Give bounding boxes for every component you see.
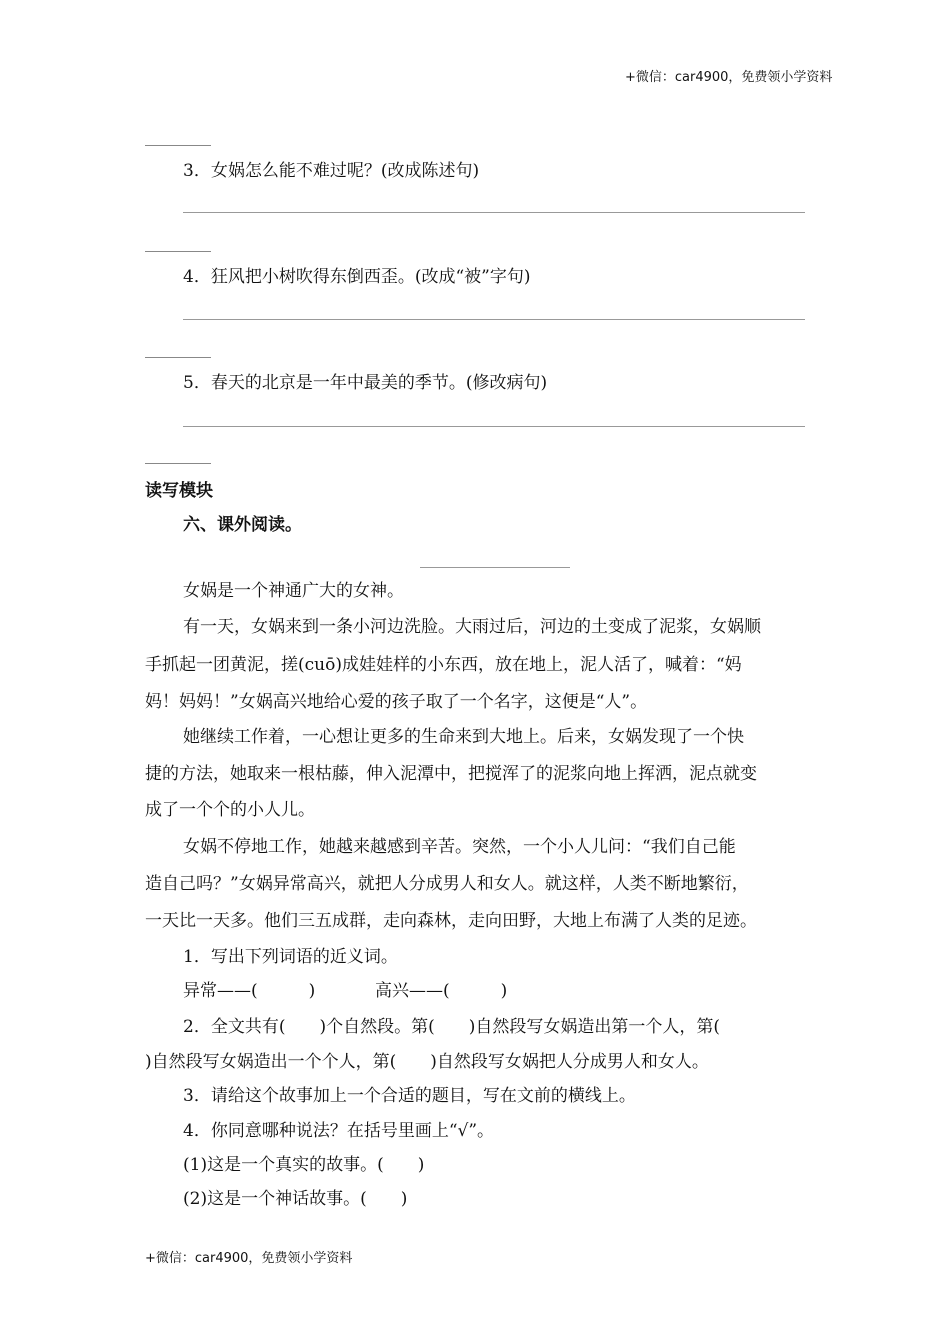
synonym-blank-2: 高兴——( ): [375, 981, 508, 1001]
part-title: 六、课外阅读。: [183, 515, 302, 535]
answer-line: [183, 426, 805, 427]
passage-paragraph-2-line: 有一天，女娲来到一条小河边洗脸。大雨过后，河边的土变成了泥浆，女娲顺: [183, 617, 761, 637]
passage-paragraph-4-line: 女娲不停地工作，她越来越感到辛苦。突然，一个小人儿问：“我们自己能: [183, 837, 736, 857]
question-4: 4．狂风把小树吹得东倒西歪。(改成“被”字句): [183, 267, 531, 287]
exercise-3: 3．请给这个故事加上一个合适的题目，写在文前的横线上。: [183, 1086, 636, 1106]
header-watermark: +微信：car4900，免费领小学资料: [625, 70, 833, 85]
passage-title-line: [420, 567, 570, 568]
answer-line-tail: [145, 357, 211, 358]
passage-paragraph-3-line: 成了一个个的小人儿。: [145, 800, 315, 820]
exercise-4-option-2: (2)这是一个神话故事。( ): [183, 1189, 408, 1209]
passage-paragraph-1: 女娲是一个神通广大的女神。: [183, 581, 404, 601]
answer-line-tail: [145, 463, 211, 464]
question-3: 3．女娲怎么能不难过呢？(改成陈述句): [183, 161, 480, 181]
exercise-4-option-1: (1)这是一个真实的故事。( ): [183, 1155, 425, 1175]
passage-paragraph-4-line: 一天比一天多。他们三五成群，走向森林，走向田野，大地上布满了人类的足迹。: [145, 911, 757, 931]
passage-paragraph-3-line: 她继续工作着，一心想让更多的生命来到大地上。后来，女娲发现了一个快: [183, 727, 744, 747]
passage-paragraph-2-line: 妈！妈妈！”女娲高兴地给心爱的孩子取了一个名字，这便是“人”。: [145, 692, 648, 712]
answer-line: [183, 319, 805, 320]
exercise-2-line-2: )自然段写女娲造出一个个人，第( )自然段写女娲把人分成男人和女人。: [145, 1052, 709, 1072]
exercise-1: 1．写出下列词语的近义词。: [183, 947, 398, 967]
answer-line-tail: [145, 251, 211, 252]
question-5: 5．春天的北京是一年中最美的季节。(修改病句): [183, 373, 548, 393]
passage-paragraph-4-line: 造自己吗？”女娲异常高兴，就把人分成男人和女人。就这样，人类不断地繁衍，: [145, 874, 749, 894]
exercise-4: 4．你同意哪种说法？在括号里画上“√”。: [183, 1121, 495, 1141]
answer-line: [183, 212, 805, 213]
passage-paragraph-3-line: 捷的方法，她取来一根枯藤，伸入泥潭中，把搅浑了的泥浆向地上挥洒，泥点就变: [145, 764, 757, 784]
answer-line-tail: [145, 145, 211, 146]
synonym-blank-1: 异常——( ): [183, 981, 316, 1001]
footer-watermark: +微信：car4900，免费领小学资料: [145, 1251, 353, 1266]
exercise-2-line-1: 2．全文共有( )个自然段。第( )自然段写女娲造出第一个人，第(: [183, 1017, 720, 1037]
passage-paragraph-2-line: 手抓起一团黄泥，搓(cuō)成娃娃样的小东西，放在地上，泥人活了，喊着：“妈: [145, 655, 742, 675]
module-title: 读写模块: [145, 481, 213, 501]
